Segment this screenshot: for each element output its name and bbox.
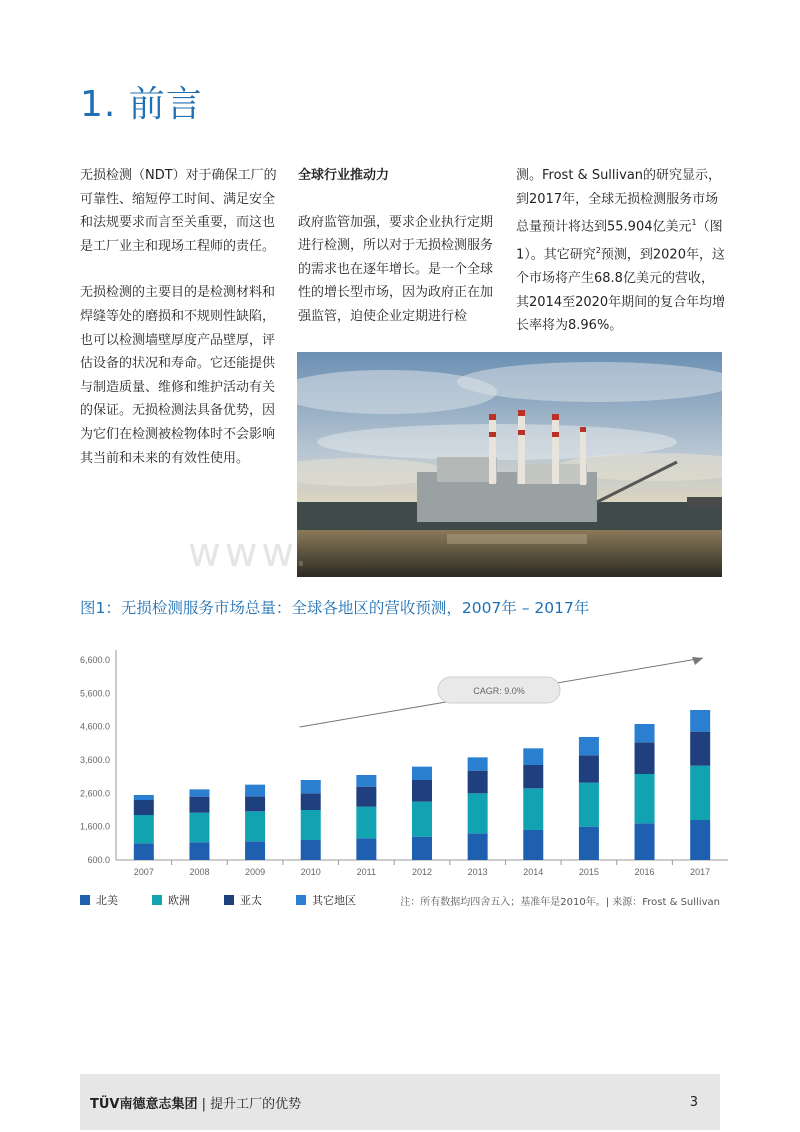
cagr-arrow-head bbox=[692, 657, 703, 665]
bar-segment bbox=[635, 774, 655, 823]
bar-segment bbox=[690, 766, 710, 820]
bar-segment bbox=[134, 800, 154, 815]
page-number: 3 bbox=[689, 1094, 698, 1110]
market-chart bbox=[70, 640, 730, 890]
bar-segment bbox=[412, 837, 432, 860]
legend-label: 其它地区 bbox=[312, 894, 356, 907]
x-tick-label: 2016 bbox=[634, 867, 655, 877]
y-tick-label: 3,600.0 bbox=[79, 755, 110, 765]
legend-label: 亚太 bbox=[240, 894, 262, 907]
figure-caption: 图1：无损检测服务市场总量：全球各地区的营收预测，2007年 – 2017年 bbox=[80, 599, 590, 617]
footer bbox=[80, 1074, 720, 1130]
chart-legend bbox=[80, 892, 390, 908]
bar-segment bbox=[301, 780, 321, 793]
x-tick-label: 2017 bbox=[690, 867, 711, 877]
bar-segment bbox=[301, 793, 321, 810]
bar-segment bbox=[189, 842, 209, 860]
bar-segment bbox=[356, 807, 376, 839]
bar-segment bbox=[690, 710, 710, 732]
bar-segment bbox=[356, 838, 376, 860]
bar-segment bbox=[635, 724, 655, 742]
bar-segment bbox=[412, 767, 432, 780]
column-1 bbox=[80, 164, 285, 493]
x-tick-label: 2011 bbox=[356, 867, 377, 877]
bar-segment bbox=[189, 789, 209, 796]
brand-name: TÜV南德意志集团 bbox=[90, 1096, 198, 1112]
cagr-label: CAGR: 9.0% bbox=[473, 686, 525, 696]
footnote-1: 1 bbox=[691, 218, 697, 228]
legend-swatch bbox=[80, 895, 90, 905]
watermark: www. bbox=[188, 530, 312, 576]
legend-item bbox=[224, 892, 262, 908]
bar-segment bbox=[635, 823, 655, 860]
x-tick-label: 2013 bbox=[467, 867, 488, 877]
bar-segment bbox=[134, 795, 154, 800]
section-heading: 全球行业推动力 bbox=[298, 168, 390, 183]
intro-paragraph-1: 无损检测（NDT）对于确保工厂的可靠性、缩短停工时间、满足安全和法规要求而言至关重要，而这也是工厂业主和现场工程师的责任。 bbox=[80, 168, 277, 254]
legend-label: 欧洲 bbox=[168, 894, 190, 907]
bar-segment bbox=[245, 811, 265, 841]
y-tick-label: 2,600.0 bbox=[79, 788, 110, 799]
legend-item bbox=[152, 892, 190, 908]
x-tick-label: 2009 bbox=[245, 867, 266, 877]
bar-segment bbox=[523, 765, 543, 788]
y-tick-label: 6,600.0 bbox=[79, 655, 110, 665]
intro-paragraph-2: 无损检测的主要目的是检测材料和焊缝等处的磨损和不规则性缺陷，也可以检测墙壁厚度产品壁厚，评估设备的状况和寿命。它还能提供与制造质量、维修和维护活动有关的保证。无损检测法具备优势，因为它们在检测被检物体时不会影响其当前和未来的有效性使用。 bbox=[80, 285, 276, 466]
bar-segment bbox=[245, 841, 265, 860]
bar-segment bbox=[189, 797, 209, 813]
column-2 bbox=[298, 164, 503, 352]
bar-segment bbox=[356, 787, 376, 807]
bar-segment bbox=[579, 755, 599, 782]
legend-swatch bbox=[296, 895, 306, 905]
bar-segment bbox=[523, 788, 543, 830]
bar-segment bbox=[635, 742, 655, 774]
legend-swatch bbox=[224, 895, 234, 905]
x-tick-label: 2012 bbox=[411, 867, 433, 877]
bar-segment bbox=[468, 771, 488, 794]
y-tick-label: 600.0 bbox=[87, 855, 110, 865]
chart-note: 注：所有数据均四舍五入；基准年是2010年。| 来源：Frost & Sullivan bbox=[400, 897, 720, 908]
column-3 bbox=[516, 164, 726, 361]
drivers-paragraph: 政府监管加强，要求企业执行定期进行检测，所以对于无损检测服务的需求也在逐年增长。是一个全球性的增长型市场，因为政府正在加强监管，迫使企业定期进行检 bbox=[298, 214, 494, 324]
bar-segment bbox=[690, 732, 710, 766]
bar-segment bbox=[245, 785, 265, 797]
bar-segment bbox=[301, 810, 321, 840]
x-tick-label: 2008 bbox=[189, 867, 210, 877]
bar-segment bbox=[134, 815, 154, 843]
y-tick-label: 4,600.0 bbox=[79, 721, 110, 732]
footer-tagline: | 提升工厂的优势 bbox=[201, 1096, 302, 1112]
legend-item bbox=[296, 892, 356, 908]
bar-segment bbox=[189, 813, 209, 843]
bar-segment bbox=[468, 833, 488, 860]
bar-segment bbox=[356, 775, 376, 787]
bar-segment bbox=[412, 780, 432, 802]
bar-segment bbox=[579, 737, 599, 755]
y-tick-label: 1,600.0 bbox=[79, 821, 110, 832]
bar-segment bbox=[523, 830, 543, 860]
footnote-2: 2 bbox=[595, 246, 601, 256]
x-tick-label: 2010 bbox=[300, 867, 321, 877]
bar-segment bbox=[579, 827, 599, 860]
y-tick-label: 5,600.0 bbox=[79, 688, 110, 699]
bar-segment bbox=[412, 802, 432, 837]
x-tick-label: 2015 bbox=[578, 867, 599, 877]
market-paragraph: 测。Frost & Sullivan的研究显示，到2017年，全球无损检测服务市场总量预计将达到55.904亿美元$^1$（图1）。其它研究$^2$预测，到2020年，这个市场将产生68.8亿美元的营收，其2014至2020年期间的复合年均增长率将为8.96%。 bbox=[516, 168, 726, 334]
bar-segment bbox=[523, 748, 543, 765]
bar-segment bbox=[468, 757, 488, 770]
bar-segment bbox=[468, 793, 488, 833]
bar-segment bbox=[134, 843, 154, 860]
power-plant-photo bbox=[297, 352, 722, 577]
legend-item bbox=[80, 892, 118, 908]
legend-swatch bbox=[152, 895, 162, 905]
bar-segment bbox=[301, 840, 321, 860]
legend-label: 北美 bbox=[96, 894, 118, 907]
bar-segment bbox=[690, 820, 710, 860]
bar-segment bbox=[245, 796, 265, 811]
x-tick-label: 2007 bbox=[133, 867, 154, 877]
x-tick-label: 2014 bbox=[523, 867, 544, 877]
bar-segment bbox=[579, 783, 599, 827]
page-title: 1. 前言 bbox=[80, 84, 203, 125]
footer-left bbox=[90, 1093, 301, 1112]
